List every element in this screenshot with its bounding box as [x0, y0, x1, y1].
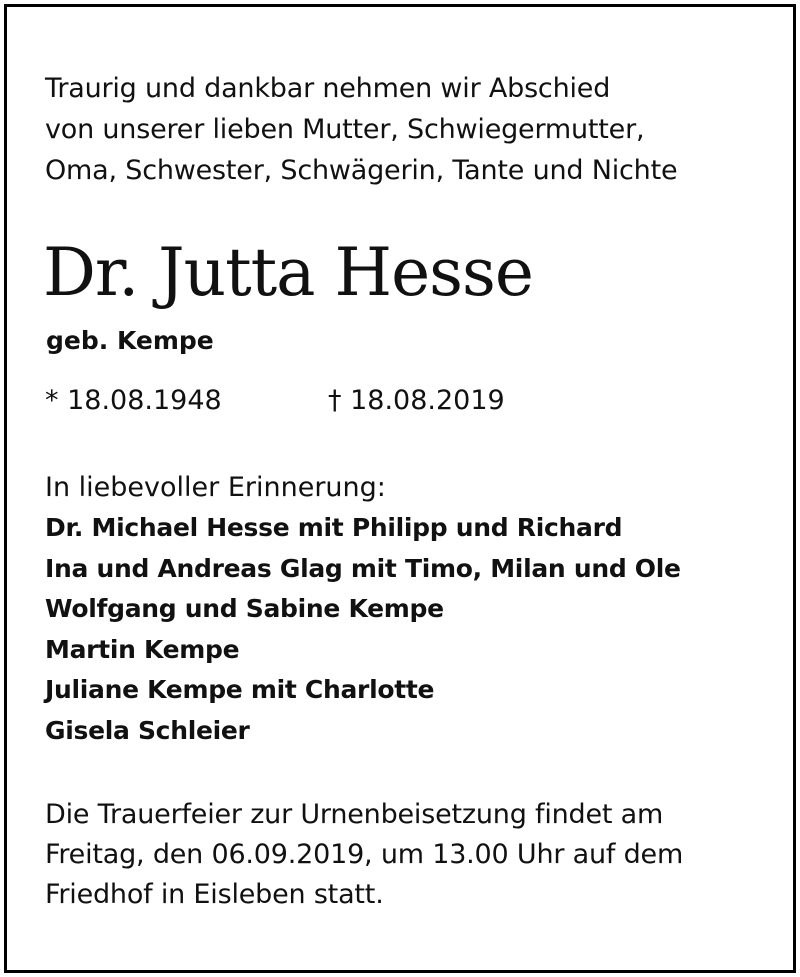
- intro-text: [45, 68, 765, 191]
- death-date: † 18.08.2019: [328, 385, 505, 416]
- intro-line: Traurig und dankbar nehmen wir Abschied: [45, 73, 611, 104]
- list-item: Gisela Schleier: [45, 715, 250, 745]
- list-item: Ina und Andreas Glag mit Timo, Milan und Ole: [45, 553, 681, 583]
- memory-label: In liebevoller Erinnerung:: [45, 472, 386, 503]
- birth-date: * 18.08.1948: [45, 385, 222, 416]
- mourners-list: [45, 508, 785, 751]
- maiden-name: geb. Kempe: [46, 326, 214, 355]
- list-item: Juliane Kempe mit Charlotte: [45, 675, 435, 704]
- list-item: Dr. Michael Hesse mit Philipp und Richard: [45, 513, 623, 542]
- deceased-name: Dr. Jutta Hesse: [43, 234, 533, 311]
- list-item: Wolfgang und Sabine Kempe: [45, 594, 444, 623]
- list-item: Martin Kempe: [45, 634, 240, 664]
- service-line: Friedhof in Eisleben statt.: [45, 879, 384, 910]
- intro-line: von unserer lieben Mutter, Schwiegermutter,: [45, 114, 645, 145]
- service-line: Freitag, den 06.09.2019, um 13.00 Uhr auf dem: [45, 839, 684, 870]
- intro-line: Oma, Schwester, Schwägerin, Tante und Nichte: [45, 155, 678, 186]
- service-line: Die Trauerfeier zur Urnenbeisetzung findet am: [45, 799, 664, 830]
- service-notice: [45, 795, 775, 915]
